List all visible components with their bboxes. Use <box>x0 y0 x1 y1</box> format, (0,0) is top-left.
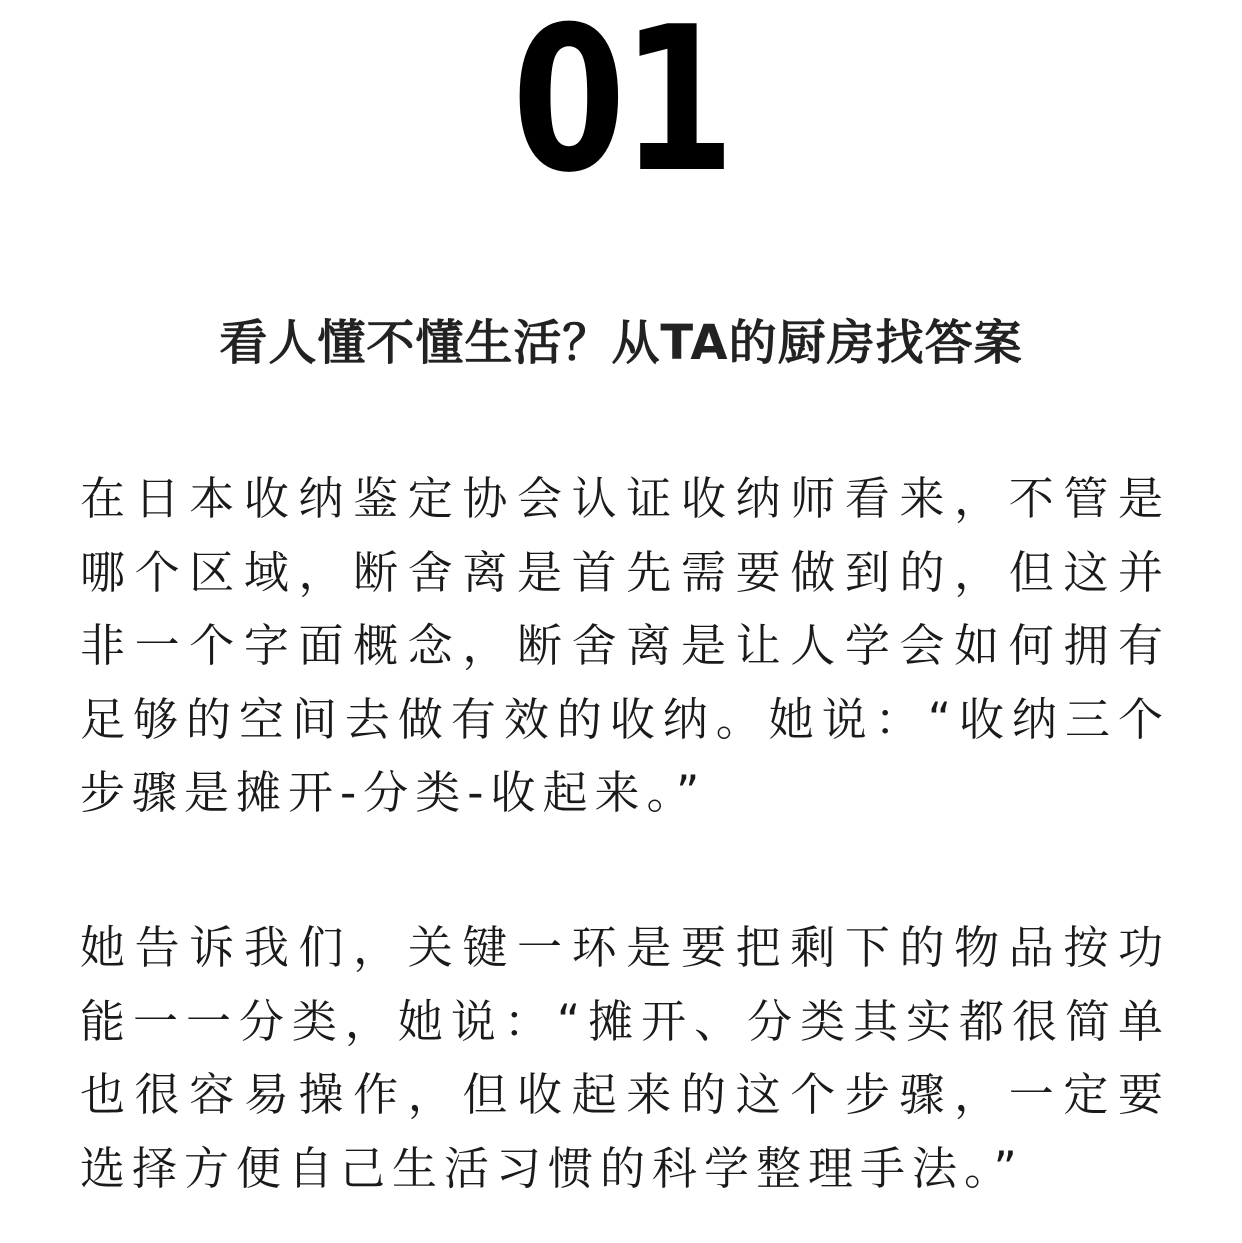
body-paragraph-2: 她告诉我们，关键一环是要把剩下的物品按功能一一分类，她说：“摊开、分类其实都很简单也很容易操作，但收起来的这个步骤，一定要选择方便自己生活习惯的科学整理手法。” <box>80 921 1170 1195</box>
section-title: 看人懂不懂生活？从TA的厨房找答案 <box>219 315 1023 371</box>
body-paragraph-1: 在日本收纳鉴定协会认证收纳师看来，不管是哪个区域，断舍离是首先需要做到的，但这并非一个字面概念，断舍离是让人学会如何拥有足够的空间去做有效的收纳。她说：“收纳三个步骤是摊开-分类-收起来。” <box>80 472 1170 819</box>
section-number: 01 <box>511 0 731 217</box>
